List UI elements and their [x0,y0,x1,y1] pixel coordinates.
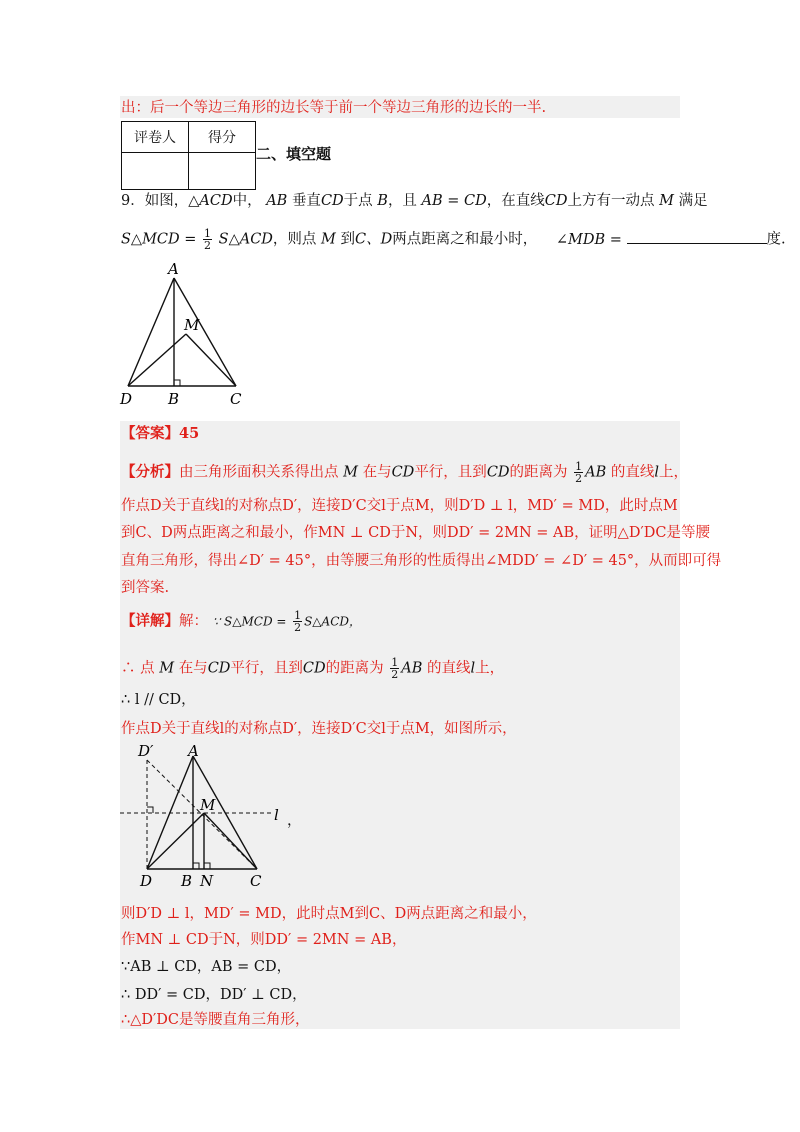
detail-line-8: ∴ DD′ = CD，DD′ ⊥ CD， [121,987,307,1003]
q-text: 上方有一动点 [567,193,655,209]
fig1-label-C: C [230,390,242,408]
fig2-label-A: A [188,742,199,760]
figure-1 [110,258,260,410]
analysis-line-2: 作点D关于直线l的对称点D′，连接D′C交l于点M，则D′D ⊥ l，MD′ = MD，此时点M [121,498,678,514]
frac-denominator: 2 [391,668,399,681]
q-math: CD [320,193,344,209]
score-table-score: 得分 [189,122,256,153]
q-math: ∠MDB = [555,231,622,248]
fig2-label-l: l [274,806,279,824]
detail-line-6: 作MN ⊥ CD于N，则DD′ = 2MN = AB， [121,932,407,948]
d-math: CD [302,660,326,677]
q-text: 于点 [343,193,373,209]
a-fraction [574,461,583,484]
q-text: 度. [766,231,786,248]
d-math: l [470,660,476,677]
d-text: 平行，且到 [230,660,303,677]
question-line-2 [121,228,786,251]
fig1-label-D: D [120,390,133,408]
detail-line-1 [121,610,361,633]
frac-numerator: 1 [575,460,583,473]
answer-line [121,424,199,444]
d-math: ∵ S△MCD = [212,614,287,629]
fig2-label-N: N [200,872,214,890]
section-title: 二、填空题 [256,145,332,163]
analysis-line-3: 到C、D两点距离之和最小，作MN ⊥ CD于N，则DD′ = 2MN = AB，证明△D′DC是等腰 [121,525,710,541]
score-table [121,121,256,190]
fig1-label-M: M [184,316,200,334]
frac-denominator: 2 [294,621,302,634]
a-text: 的直线 [610,464,655,481]
detail-line-3: ∴ l // CD， [121,692,196,708]
analysis-line-5: 到答案. [121,580,170,596]
a-math: CD [486,464,510,481]
a-text: 在与 [362,464,392,481]
fig2-label-Dprime: D′ [138,742,154,760]
frac-denominator: 2 [204,239,212,252]
answer-tag: 【答案】 [121,425,179,442]
q-math: S△ACD [218,231,273,248]
q-math: AB [266,193,288,209]
score-table-reviewer-cell [122,153,189,190]
figure-2 [116,740,316,890]
a-text: 的距离为 [509,464,568,481]
figure-2-comma: ， [287,813,302,829]
analysis-line-4: 直角三角形，得出∠D′ = 45°，由等腰三角形的性质得出∠MDD′ = ∠D′ = 45°，从而即可得 [121,553,722,569]
frac-denominator: 2 [575,472,583,485]
d-text: ∴ 点 [121,660,155,677]
q-text: 两点距离之和最小时， [392,231,538,248]
q-math: S△MCD = [121,231,197,248]
fig1-label-A: A [168,260,179,278]
q-text: 满足 [678,193,708,209]
score-table-reviewer: 评卷人 [122,122,189,153]
frac-numerator: 1 [294,609,302,622]
analysis-line-1 [121,461,688,484]
fig2-label-D: D [140,872,153,890]
a-math: CD [391,464,415,481]
q-math: AB = CD [421,193,487,209]
d-text: 在与 [178,660,208,677]
detail-tag: 【详解】 [121,612,179,630]
d-fraction [390,657,399,680]
frac-numerator: 1 [204,227,212,240]
fig2-label-M: M [200,796,216,814]
d-text: 解： [179,613,208,630]
fig2-label-C: C [250,872,262,890]
q-text: 中， [232,193,262,209]
q-math: △ACD [188,193,233,209]
question-line-1 [121,191,708,211]
d-math: AB [401,660,423,677]
d-fraction [293,610,302,633]
analysis-tag: 【分析】 [121,463,179,481]
fig2-label-B: B [181,872,193,890]
a-text: 上， [659,464,689,481]
q-math: B [377,193,388,209]
q-text: 垂直 [291,193,321,209]
q-math: M [321,231,336,248]
q-text: ，且 [387,193,417,209]
fig1-label-B: B [168,390,180,408]
q-math: M [659,193,674,209]
q-fraction [203,228,212,251]
q-text: ，则点 [272,231,317,248]
d-math: M [159,660,175,677]
a-text: 平行，且到 [414,464,487,481]
score-table-score-cell [189,153,256,190]
d-text: 的直线 [427,660,471,677]
q-text: ，在直线 [486,193,545,209]
detail-line-5: 则D′D ⊥ l，MD′ = MD，此时点M到C、D两点距离之和最小， [121,906,537,922]
a-math: l [654,464,660,481]
d-text: 的距离为 [325,660,384,677]
q-text: 到 [340,231,355,248]
d-math: CD [207,660,231,677]
q-math: CD [544,193,568,209]
a-text: 由三角形面积关系得出点 [179,464,339,481]
detail-line-4: 作点D关于直线l的对称点D′，连接D′C交l于点M，如图所示， [121,721,517,737]
detail-line-2 [121,657,504,680]
d-math: S△ACD， [304,614,361,629]
detail-line-7: ∵AB ⊥ CD，AB = CD， [121,959,292,975]
intro-line: 出：后一个等边三角形的边长等于前一个等边三角形的边长的一半. [121,100,547,116]
a-math: AB [585,464,607,481]
answer-value: 45 [179,425,200,442]
a-math: M [343,464,358,481]
d-text: 上， [475,660,505,677]
frac-numerator: 1 [391,656,399,669]
answer-blank[interactable] [627,229,767,244]
detail-line-9: ∴△D′DC是等腰直角三角形， [121,1012,310,1028]
q-math: C、D [355,231,393,248]
q-text: 9．如图， [121,193,189,209]
